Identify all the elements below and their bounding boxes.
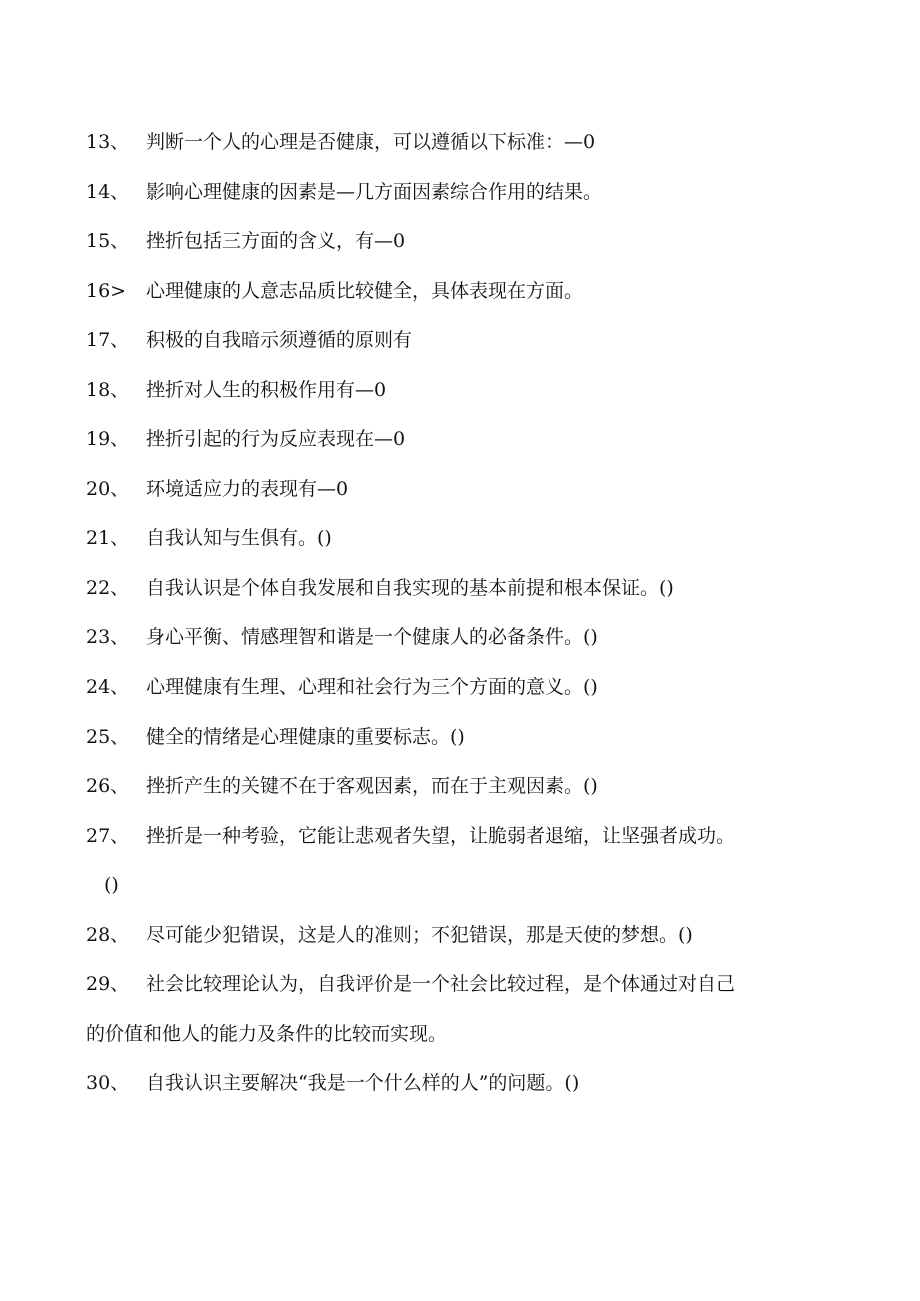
question-20 xyxy=(86,477,348,501)
question-30 xyxy=(86,1071,579,1095)
question-number: 26、 xyxy=(86,775,130,797)
question-13 xyxy=(86,130,595,154)
question-number: 29、 xyxy=(86,973,130,995)
question-text: 身心平衡、情感理智和谐是一个健康人的必备条件。() xyxy=(146,626,598,648)
question-17 xyxy=(86,328,412,352)
question-number: 30、 xyxy=(86,1072,130,1094)
question-text: 尽可能少犯错误，这是人的准则；不犯错误，那是天使的梦想。() xyxy=(146,924,693,946)
question-number: 18、 xyxy=(86,379,130,401)
question-23 xyxy=(86,625,598,649)
question-text: 自我认识是个体自我发展和自我实现的基本前提和根本保证。() xyxy=(146,577,674,599)
question-number: 23、 xyxy=(86,626,130,648)
question-22 xyxy=(86,576,674,600)
question-number: 17、 xyxy=(86,329,130,351)
question-text: 挫折产生的关键不在于客观因素，而在于主观因素。() xyxy=(146,775,598,797)
question-text: 心理健康有生理、心理和社会行为三个方面的意义。() xyxy=(146,676,598,698)
question-text: 挫折是一种考验，它能让悲观者失望，让脆弱者退缩，让坚强者成功。 xyxy=(146,825,736,847)
question-16 xyxy=(86,279,583,303)
question-text: 积极的自我暗示须遵循的原则有 xyxy=(146,329,413,351)
question-21 xyxy=(86,526,332,550)
question-text: 社会比较理论认为，自我评价是一个社会比较过程，是个体通过对自己 xyxy=(146,973,736,995)
question-number: 21、 xyxy=(86,527,130,549)
question-number: 16> xyxy=(86,280,127,302)
question-14 xyxy=(86,180,602,204)
question-number: 24、 xyxy=(86,676,130,698)
question-26 xyxy=(86,774,598,798)
question-19 xyxy=(86,427,405,451)
question-text: 影响心理健康的因素是—几方面因素综合作用的结果。 xyxy=(146,181,603,203)
question-number: 20、 xyxy=(86,478,130,500)
question-number: 13、 xyxy=(86,131,130,153)
question-27 xyxy=(86,824,735,848)
question-number: 22、 xyxy=(86,577,130,599)
question-25 xyxy=(86,725,465,749)
question-text: 挫折对人生的积极作用有—0 xyxy=(146,379,387,401)
question-number: 15、 xyxy=(86,230,130,252)
question-text: 环境适应力的表现有—0 xyxy=(146,478,349,500)
question-text: 自我认知与生俱有。() xyxy=(146,527,332,549)
question-text: 判断一个人的心理是否健康，可以遵循以下标准：—0 xyxy=(146,131,596,153)
question-18 xyxy=(86,378,386,402)
question-text: 健全的情绪是心理健康的重要标志。() xyxy=(146,726,465,748)
question-24 xyxy=(86,675,598,699)
question-number: 19、 xyxy=(86,428,130,450)
question-28 xyxy=(86,923,693,947)
question-29-continuation: 的价值和他人的能力及条件的比较而实现。 xyxy=(86,1023,448,1045)
question-text: 心理健康的人意志品质比较健全，具体表现在方面。 xyxy=(146,280,584,302)
question-number: 28、 xyxy=(86,924,130,946)
question-number: 27、 xyxy=(86,825,130,847)
question-number: 14、 xyxy=(86,181,130,203)
question-text: 挫折引起的行为反应表现在—0 xyxy=(146,428,406,450)
question-text: 挫折包括三方面的含义，有—0 xyxy=(146,230,406,252)
question-text: 自我认识主要解决“我是一个什么样的人”的问题。() xyxy=(146,1072,580,1094)
question-number: 25、 xyxy=(86,726,130,748)
question-15 xyxy=(86,229,405,253)
question-27-continuation: () xyxy=(104,874,119,896)
question-29 xyxy=(86,972,735,996)
